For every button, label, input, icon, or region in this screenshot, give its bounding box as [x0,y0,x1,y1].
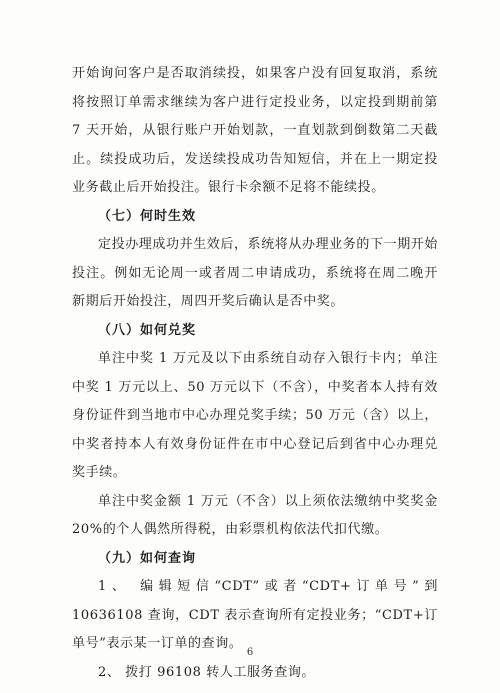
section-7-paragraph: 定投办理成功并生效后，系统将从办理业务的下一期开始投注。例如无论周一或者周二申请成功，系统将在周二晚开新期后开始投注，周四开奖后确认是否中奖。 [72,237,439,309]
section-9-heading: （九）如何查询 [98,550,197,566]
section-8-paragraph-2: 单注中奖金额 1 万元（不含）以上须依法缴纳中奖奖金 20%的个人偶然所得税，由彩票机构依法代扣代缴。 [72,493,438,537]
document-body [72,60,438,687]
section-8-heading: （八）如何兑奖 [98,322,197,338]
section-9-item-2: 2、 拨打 96108 转人工服务查询。 [98,664,316,680]
page-number: 6 [246,647,254,658]
section-8-paragraph-1: 单注中奖 1 万元及以下由系统自动存入银行卡内；单注中奖 1 万元以上、50 万元以下（不含），中奖者本人持有效身份证件到当地市中心办理兑奖手续；50 万元（含）以上，中奖者持本人有效身份证件在市中心登记后到省中心办理兑奖手续。 [72,351,438,480]
continuation-paragraph: 开始询问客户是否取消续投，如果客户没有回复取消，系统将按照订单需求继续为客户进行定投业务，以定投到期前第 7 天开始，从银行账户开始划款，一直划款到倒数第二天截止。续投成功后，发送续投成功告知短信，并在上一期定投业务截止后开始投注。银行卡余额不足将不能续投。 [72,66,438,195]
section-9-item-1: 1、 编辑短信“CDT”或者“CDT+订单号”到 10636108 查询，CDT 表示查询所有定投业务；“CDT+订单号”表示某一订单的查询。 [72,579,438,651]
section-7-heading: （七）何时生效 [98,208,197,224]
